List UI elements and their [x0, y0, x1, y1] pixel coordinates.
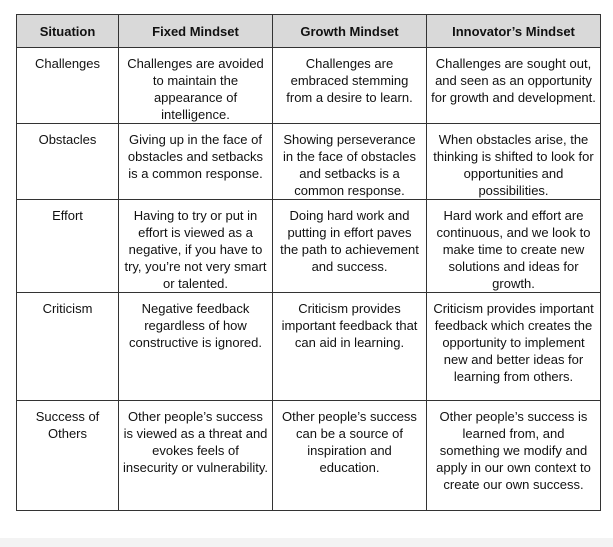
cell-innovator: When obstacles arise, the thinking is shifted to look for opportunities and possibilities. [427, 124, 601, 200]
header-growth-mindset: Growth Mindset [273, 15, 427, 48]
header-row [17, 15, 601, 48]
header-situation: Situation [17, 15, 119, 48]
cell-situation: Obstacles [17, 124, 119, 200]
cell-growth: Challenges are embraced stemming from a desire to learn. [273, 48, 427, 124]
cell-growth: Showing perseverance in the face of obstacles and setbacks is a common response. [273, 124, 427, 200]
cell-growth: Other people’s success can be a source of inspiration and education. [273, 401, 427, 511]
cell-situation: Criticism [17, 293, 119, 401]
cell-fixed: Negative feedback regardless of how constructive is ignored. [119, 293, 273, 401]
header-innovators-mindset: Innovator’s Mindset [427, 15, 601, 48]
mindset-comparison-table [16, 14, 601, 511]
cell-situation: Effort [17, 200, 119, 293]
cell-fixed: Other people’s success is viewed as a threat and evokes feels of insecurity or vulnerability. [119, 401, 273, 511]
cell-innovator: Hard work and effort are continuous, and we look to make time to create new solutions and ideas for growth. [427, 200, 601, 293]
page-bottom-strip [0, 538, 613, 547]
cell-situation: Challenges [17, 48, 119, 124]
cell-fixed: Having to try or put in effort is viewed as a negative, if you have to try, you’re not very smart or talented. [119, 200, 273, 293]
cell-innovator: Criticism provides important feedback which creates the opportunity to implement new and better ideas for learning from others. [427, 293, 601, 401]
cell-innovator: Other people’s success is learned from, and something we modify and apply in our own context to create our own success. [427, 401, 601, 511]
table-row [17, 401, 601, 511]
cell-innovator: Challenges are sought out, and seen as an opportunity for growth and development. [427, 48, 601, 124]
header-fixed-mindset: Fixed Mindset [119, 15, 273, 48]
table-row [17, 293, 601, 401]
cell-situation: Success of Others [17, 401, 119, 511]
cell-fixed: Giving up in the face of obstacles and setbacks is a common response. [119, 124, 273, 200]
table-row [17, 48, 601, 124]
table-row [17, 200, 601, 293]
cell-fixed: Challenges are avoided to maintain the appearance of intelligence. [119, 48, 273, 124]
table-row [17, 124, 601, 200]
cell-growth: Doing hard work and putting in effort paves the path to achievement and success. [273, 200, 427, 293]
cell-growth: Criticism provides important feedback that can aid in learning. [273, 293, 427, 401]
